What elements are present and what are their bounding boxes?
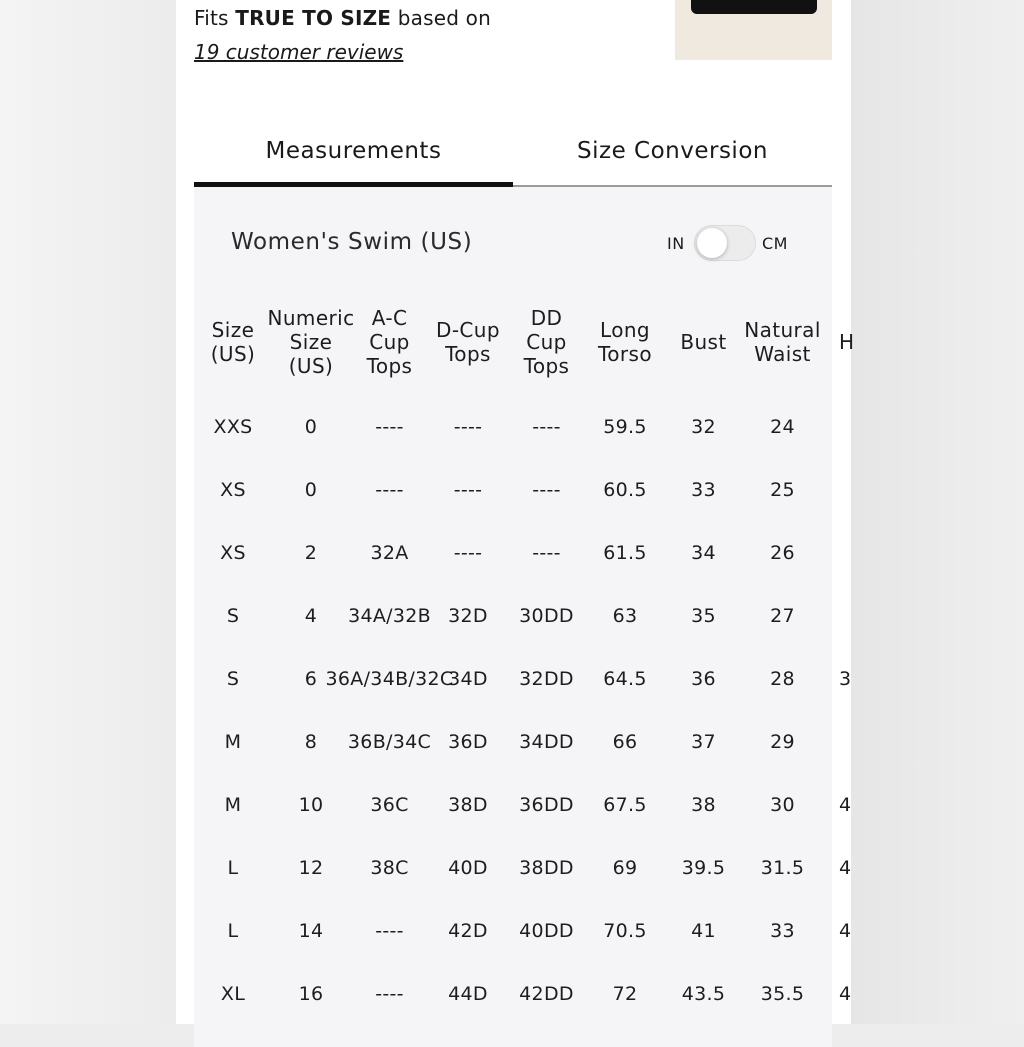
table-cell-bust: 33 [691,479,716,501]
table-cell-hips [839,601,899,631]
fit-summary-emphasis: TRUE TO SIZE [235,6,392,30]
table-cell-size: XXS [213,416,253,438]
table-cell-size: XL [220,983,246,1005]
table-cell-size: M [224,794,242,816]
table-cell-numeric-size: 16 [298,983,324,1005]
table-cell-dd-cup-tops: 38DD [519,857,574,879]
table-cell-numeric-size: 14 [298,920,324,942]
table-cell-dd-cup-tops: 40DD [519,920,574,942]
table-cell-numeric-size: 8 [304,731,318,753]
column-header-line: DD [530,306,563,330]
table-cell-bust: 36 [691,668,716,690]
table-cell-bust: 41 [691,920,716,942]
column-header-d-cup-tops [429,302,507,382]
table-cell-long-torso: 69 [612,857,638,879]
table-cell-hips: 4 [839,857,852,879]
table-cell-a-c-cup-tops: ---- [375,983,404,1005]
tab-size-conversion[interactable]: Size Conversion [577,138,768,164]
table-cell-d-cup-tops: 38D [448,794,488,816]
table-cell-dd-cup-tops: 34DD [519,731,574,753]
table-cell-long-torso: 67.5 [603,794,647,816]
product-image [691,0,817,14]
table-cell-hips [839,412,899,442]
table-cell-d-cup-tops: 32D [448,605,488,627]
table-cell-a-c-cup-tops: ---- [375,920,404,942]
table-cell-natural-waist: 30 [770,794,795,816]
column-header-line: Numeric [267,306,355,330]
table-cell-hips: 4 [839,794,852,816]
table-cell-bust: 34 [691,542,716,564]
chart-title: Women's Swim (US) [231,229,473,255]
table-cell-size: S [226,605,240,627]
table-cell-natural-waist: 35.5 [760,983,805,1005]
column-header-line: Tops [523,354,570,378]
table-cell-bust: 39.5 [681,857,726,879]
column-header-line: Size [289,330,333,354]
column-header-line: A-C [371,306,408,330]
table-cell-hips [839,727,899,757]
table-cell-long-torso: 64.5 [603,668,647,690]
column-header-size [194,302,272,382]
column-header-line: H [839,330,855,354]
column-header-line: Tops [366,354,413,378]
table-cell-natural-waist: 28 [770,668,795,690]
table-cell-size: M [224,731,242,753]
column-header-line: Cup [526,330,567,354]
table-cell-numeric-size: 12 [298,857,324,879]
table-cell-a-c-cup-tops: 36B/34C [347,731,432,753]
column-header-dd-cup-tops [507,302,586,382]
table-cell-size: L [227,857,239,879]
table-cell-d-cup-tops: ---- [453,416,483,438]
page-background-left [0,0,176,1024]
column-header-line: Cup [369,330,410,354]
measurements-panel [194,187,855,1047]
column-header-line: Torso [598,342,652,366]
table-cell-natural-waist: 33 [770,920,795,942]
table-cell-natural-waist: 31.5 [760,857,805,879]
table-cell-bust: 32 [691,416,716,438]
table-cell-d-cup-tops: ---- [453,542,483,564]
table-cell-d-cup-tops: 44D [448,983,488,1005]
table-cell-long-torso: 70.5 [603,920,647,942]
fit-summary-prefix: Fits [194,6,236,30]
table-cell-a-c-cup-tops: 34A/32B [348,605,431,627]
table-cell-long-torso: 59.5 [603,416,647,438]
table-cell-long-torso: 63 [612,605,638,627]
table-cell-dd-cup-tops: 32DD [519,668,574,690]
table-cell-a-c-cup-tops: 32A [370,542,409,564]
column-header-line: Size [211,318,255,342]
column-header-line: D-Cup [436,318,500,342]
table-cell-size: L [227,920,239,942]
table-cell-numeric-size: 0 [304,479,318,501]
size-guide-sheet [176,0,855,1024]
column-header-numeric-size [267,302,355,382]
unit-label-cm: CM [762,234,788,253]
column-header-line: Natural [744,318,821,342]
table-cell-hips: 4 [839,920,852,942]
table-cell-hips [839,538,899,568]
unit-toggle-knob [697,228,727,258]
table-cell-bust: 37 [691,731,716,753]
table-cell-long-torso: 61.5 [603,542,647,564]
table-cell-natural-waist: 26 [770,542,795,564]
table-cell-a-c-cup-tops: ---- [375,416,404,438]
unit-label-in: IN [667,234,685,253]
table-cell-a-c-cup-tops: 36A/34B/32C [325,668,454,690]
table-cell-d-cup-tops: 36D [448,731,488,753]
table-cell-hips: 4 [839,983,852,1005]
table-cell-d-cup-tops: ---- [453,479,483,501]
customer-reviews-link[interactable]: 19 customer reviews [194,40,404,64]
table-cell-long-torso: 72 [612,983,638,1005]
table-cell-numeric-size: 0 [304,416,318,438]
column-header-line: Tops [445,342,491,366]
unit-toggle[interactable] [694,225,756,261]
table-cell-size: S [226,668,240,690]
table-cell-natural-waist: 27 [770,605,795,627]
table-cell-natural-waist: 29 [770,731,795,753]
table-cell-hips [839,475,899,505]
table-cell-dd-cup-tops: ---- [532,542,561,564]
table-cell-d-cup-tops: 42D [448,920,488,942]
table-cell-dd-cup-tops: 30DD [519,605,574,627]
table-cell-size: XS [220,542,246,564]
table-cell-dd-cup-tops: 42DD [519,983,574,1005]
table-cell-numeric-size: 4 [304,605,318,627]
fit-summary-suffix: based on [391,6,491,30]
table-cell-bust: 38 [691,794,716,816]
column-header-line: Bust [680,330,727,354]
table-cell-bust: 35 [691,605,716,627]
table-cell-bust: 43.5 [681,983,726,1005]
table-cell-numeric-size: 2 [304,542,318,564]
fit-summary [194,6,491,30]
product-thumbnail[interactable] [675,0,832,60]
table-cell-long-torso: 66 [612,731,638,753]
table-cell-hips: 3 [839,668,852,690]
size-guide-tabs [194,124,832,187]
column-header-natural-waist [743,302,822,382]
column-header-line: Waist [754,342,811,366]
column-header-long-torso [586,302,664,382]
column-header-line: (US) [210,342,256,366]
column-header-line: Long [600,318,650,342]
table-cell-dd-cup-tops: ---- [532,479,561,501]
table-cell-numeric-size: 6 [304,668,318,690]
table-cell-d-cup-tops: 34D [448,668,488,690]
column-header-hips [839,302,899,382]
table-cell-long-torso: 60.5 [603,479,647,501]
table-cell-dd-cup-tops: ---- [532,416,561,438]
table-cell-numeric-size: 10 [298,794,324,816]
table-cell-a-c-cup-tops: ---- [375,479,404,501]
tab-measurements[interactable]: Measurements [265,138,442,164]
table-cell-d-cup-tops: 40D [448,857,488,879]
column-header-a-c-cup-tops [350,302,429,382]
column-header-bust [664,302,743,382]
column-header-line: (US) [288,354,334,378]
table-cell-natural-waist: 25 [770,479,795,501]
table-cell-natural-waist: 24 [770,416,795,438]
table-cell-dd-cup-tops: 36DD [519,794,574,816]
table-cell-a-c-cup-tops: 38C [370,857,409,879]
table-cell-size: XS [220,479,246,501]
table-cell-a-c-cup-tops: 36C [370,794,409,816]
